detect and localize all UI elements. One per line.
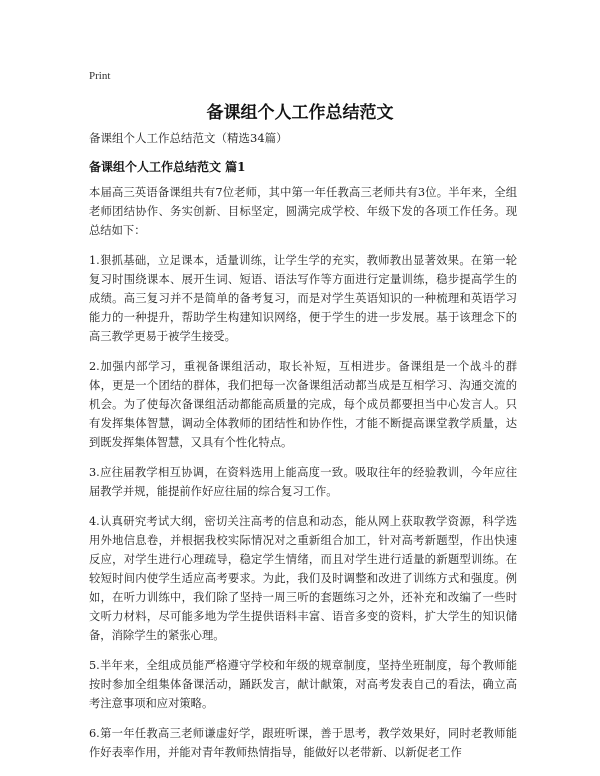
document-subtitle: 备课组个人工作总结范文（精选34篇） xyxy=(89,131,288,145)
paragraph-4: 4.认真研究考试大纲，密切关注高考的信息和动态，能从网上获取教学资源，科学选用外地信息卷，并根据我校实际情况对之重新组合加工，针对高考新题型，作出快速反应，对学生进行心理疏导，稳定学生情绪，而且对学生进行适量的新题型训练。在较短时间内使学生适应高考要求。为此，我们及时调整和改进了训练方式和强度。例如，在听力训练中，我们除了坚持一周三听的套题练习之外，还补充和改编了一些时文听力材料，尽可能多地为学生提供语料丰富、语音多变的资料，扩大学生的知识储备，消除学生的紧张心理。 xyxy=(89,515,517,642)
paragraph-2: 2.加强内部学习，重视备课组活动，取长补短，互相进步。备课组是一个战斗的群体，更是一个团结的群体，我们把每一次备课组活动都当成是互相学习、沟通交流的机会。为了使每次备课组活动都能高质量的完成，每个成员都要担当中心发言人。只有发挥集体智慧，调动全体教师的团结性和协作性，才能不断提高课堂教学质量，达到既发挥集体智慧，又具有个性化特点。 xyxy=(89,360,517,449)
section-heading: 备课组个人工作总结范文 篇1 xyxy=(89,160,246,174)
paragraph-5: 5.半年来，全组成员能严格遵守学校和年级的规章制度，坚持坐班制度，每个教师能按时参加全组集体备课活动，踊跃发言，献计献策，对高考发表自己的看法，确立高考注意事项和应对策略。 xyxy=(89,659,517,710)
document-body xyxy=(89,183,517,773)
document-title: 备课组个人工作总结范文 xyxy=(206,103,394,123)
paragraph-6: 6.第一年任教高三老师谦虚好学，跟班听课，善于思考，教学效果好，同时老教师能作好表率作用，并能对青年教师热情指导，能做好以老带新、以新促老工作 xyxy=(89,727,517,759)
print-label[interactable]: Print xyxy=(89,70,111,82)
paragraph-3: 3.应往届教学相互协调，在资料选用上能高度一致。吸取往年的经验教训，今年应往届教学并规，能提前作好应往届的综合复习工作。 xyxy=(89,466,517,498)
paragraph-intro: 本届高三英语备课组共有7位老师，其中第一年任教高三老师共有3位。半年来，全组老师团结协作、务实创新、目标坚定，圆满完成学校、年级下发的各项工作任务。现总结如下： xyxy=(89,186,517,237)
paragraph-1: 1.狠抓基础，立足课本，适量训练，让学生学的充实，教师教出显著效果。在第一轮复习时围绕课本、展开生词、短语、语法写作等方面进行定量训练，稳步提高学生的成绩。高三复习并不是简单的备考复习，而是对学生英语知识的一种梳理和英语学习能力的一种提升，帮助学生构建知识网络，便于学生的进一步发展。基于该理念下的高三教学更易于被学生接受。 xyxy=(89,254,517,343)
